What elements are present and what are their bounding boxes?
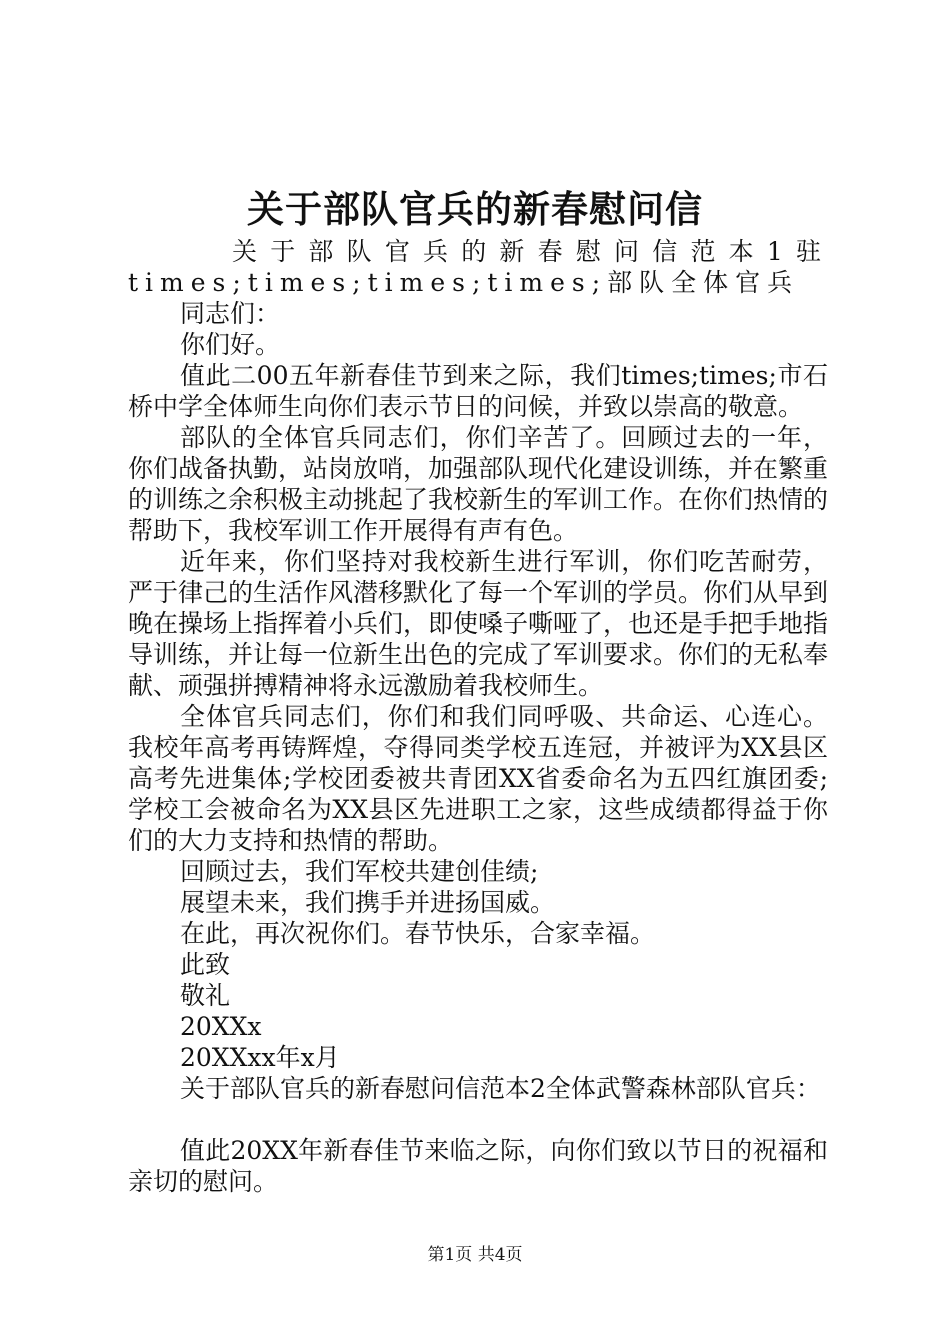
paragraph: 值此20XX年新春佳节来临之际，向你们致以节日的祝福和亲切的慰问。 xyxy=(128,1136,828,1196)
paragraph: 20XXx xyxy=(180,1012,262,1041)
paragraph: 你们好。 xyxy=(180,330,281,359)
paragraph: 关于部队官兵的新春慰问信范本1驻times;times;times;times;部队全体官兵 xyxy=(128,237,828,297)
paragraph: 回顾过去，我们军校共建创佳绩; xyxy=(180,857,539,886)
paragraph: 在此，再次祝你们。春节快乐，合家幸福。 xyxy=(180,919,656,948)
paragraph: 全体官兵同志们，你们和我们同呼吸、共命运、心连心。我校年高考再铸辉煌，夺得同类学校五连冠，并被评为XX县区高考先进集体;学校团委被共青团XX省委命名为五四红旗团委;学校工会被命名为XX县区先进职工之家，这些成绩都得益于你们的大力支持和热情的帮助。 xyxy=(128,702,828,855)
paragraph: 值此二00五年新春佳节到来之际，我们times;times;市石桥中学全体师生向你们表示节日的问候，并致以崇高的敬意。 xyxy=(128,361,828,421)
paragraph: 20XXxx年x月 xyxy=(180,1043,340,1072)
document-body xyxy=(128,236,828,1197)
paragraph: 部队的全体官兵同志们，你们辛苦了。回顾过去的一年，你们战备执勤，站岗放哨，加强部队现代化建设训练，并在繁重的训练之余积极主动挑起了我校新生的军训工作。在你们热情的帮助下，我校军训工作开展得有声有色。 xyxy=(128,423,829,545)
blank-line xyxy=(128,1104,828,1135)
document-title: 关于部队官兵的新春慰问信 xyxy=(247,187,703,231)
page-footer: 第1页 共4页 xyxy=(427,1245,523,1265)
paragraph: 敬礼 xyxy=(180,981,231,1010)
paragraph: 同志们： xyxy=(180,299,281,328)
paragraph: 近年来，你们坚持对我校新生进行军训，你们吃苦耐劳，严于律己的生活作风潜移默化了每一个军训的学员。你们从早到晚在操场上指挥着小兵们，即使嗓子嘶哑了，也还是手把手地指导训练，并让每一位新生出色的完成了军训要求。你们的无私奉献、顽强拼搏精神将永远激励着我校师生。 xyxy=(128,547,829,700)
paragraph: 此致 xyxy=(180,950,231,979)
paragraph: 关于部队官兵的新春慰问信范本2全体武警森林部队官兵： xyxy=(180,1074,821,1103)
paragraph: 展望未来，我们携手并进扬国威。 xyxy=(180,888,556,917)
